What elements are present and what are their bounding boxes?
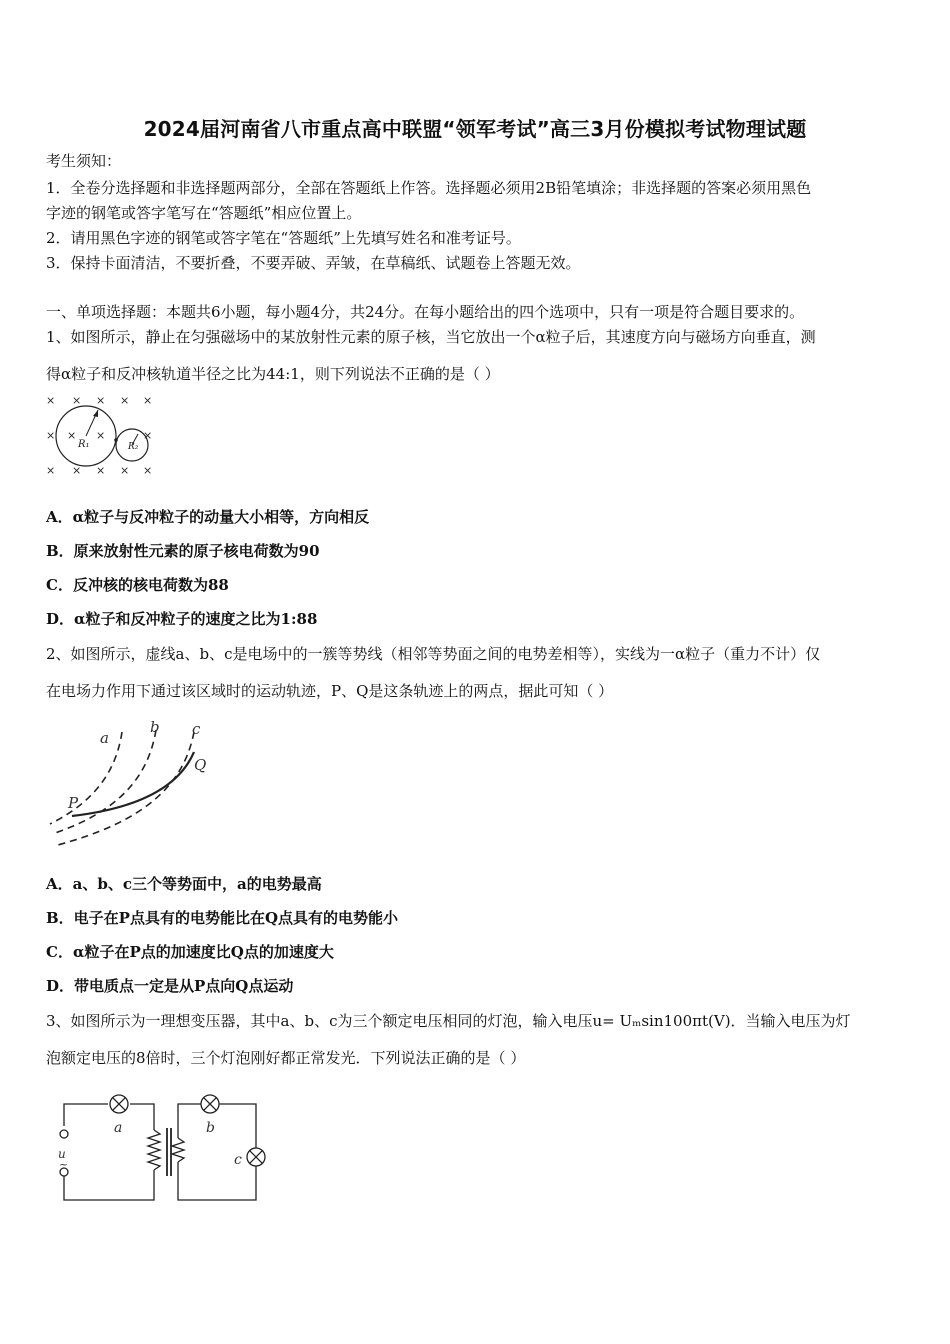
label-lamp-a: a xyxy=(114,1120,123,1136)
question-1-stem: 得α粒子和反冲核轨道半径之比为44:1，则下列说法不正确的是（ ） xyxy=(46,365,500,383)
equipotential-c xyxy=(54,732,194,846)
section-heading: 一、单项选择题：本题共6小题，每小题4分，共24分。在每小题给出的四个选项中，只有一项是符合题目要求的。 xyxy=(46,303,805,321)
q1-option-c[interactable]: C．反冲核的核电荷数为88 xyxy=(46,576,229,594)
field-mark: × xyxy=(46,464,56,477)
notice-item: 1．全卷分选择题和非选择题两部分，全部在答题纸上作答。选择题必须用2B铅笔填涂；非选择题的答案必须用黑色 xyxy=(46,179,812,197)
question-1-stem: 1、如图所示，静止在匀强磁场中的某放射性元素的原子核，当它放出一个α粒子后，其速度方向与磁场方向垂直，测 xyxy=(46,328,816,346)
q2-option-a[interactable]: A．a、b、c三个等势面中，a的电势最高 xyxy=(46,875,322,893)
q2-option-d[interactable]: D．带电质点一定是从P点向Q点运动 xyxy=(46,977,294,995)
field-mark: × xyxy=(72,394,82,407)
label-lamp-b: b xyxy=(206,1120,215,1136)
page-title: 2024届河南省八市重点高中联盟“领军考试”高三3月份模拟考试物理试题 xyxy=(143,117,807,141)
q2-option-b[interactable]: B．电子在P点具有的电势能比在Q点具有的电势能小 xyxy=(46,909,399,927)
secondary-coil xyxy=(172,1138,184,1162)
transformer-figure xyxy=(50,1088,270,1218)
question-2-stem: 在电场力作用下通过该区域时的运动轨迹，P、Q是这条轨迹上的两点，据此可知（ ） xyxy=(46,682,614,700)
particle-trajectory xyxy=(72,752,194,816)
notice-heading: 考生须知： xyxy=(46,152,122,170)
notice-item: 3．保持卡面清洁，不要折叠，不要弄破、弄皱，在草稿纸、试题卷上答题无效。 xyxy=(46,254,581,272)
question-2-stem: 2、如图所示，虚线a、b、c是电场中的一簇等势线（相邻等势面之间的电势差相等），实线为一α粒子（重力不计）仅 xyxy=(46,645,821,663)
magnetic-field-figure xyxy=(40,390,165,480)
label-ac-symbol: ~ xyxy=(59,1158,69,1171)
q1-option-a[interactable]: A．α粒子与反冲粒子的动量大小相等，方向相反 xyxy=(46,508,370,526)
label-a: a xyxy=(100,729,109,747)
field-mark: × xyxy=(96,394,106,407)
field-mark: × xyxy=(143,464,153,477)
field-mark: × xyxy=(72,464,82,477)
notice-item: 字迹的钢笔或答字笔写在“答题纸”相应位置上。 xyxy=(46,204,362,222)
equipotential-figure xyxy=(44,712,224,852)
label-b: b xyxy=(150,718,160,736)
field-mark: × xyxy=(143,394,153,407)
field-mark: × xyxy=(67,429,77,442)
primary-wire xyxy=(64,1104,108,1126)
r1-label: R₁ xyxy=(78,439,90,450)
field-mark: × xyxy=(120,394,130,407)
q2-option-c[interactable]: C．α粒子在P点的加速度比Q点的加速度大 xyxy=(46,943,334,961)
field-mark: × xyxy=(143,429,153,442)
field-mark: × xyxy=(120,464,130,477)
field-mark: × xyxy=(46,429,56,442)
notice-item: 2．请用黑色字迹的钢笔或答字笔在“答题纸”上先填写姓名和准考证号。 xyxy=(46,229,521,247)
primary-coil xyxy=(148,1130,160,1170)
question-3-stem: 泡额定电压的8倍时，三个灯泡刚好都正常发光．下列说法正确的是（ ） xyxy=(46,1049,526,1067)
input-terminal xyxy=(60,1130,68,1138)
label-p: P xyxy=(68,794,79,812)
label-input-u: u xyxy=(58,1147,66,1161)
label-q: Q xyxy=(194,756,207,774)
field-mark: × xyxy=(96,429,106,442)
field-mark: × xyxy=(96,464,106,477)
field-mark: × xyxy=(46,394,56,407)
label-c: c xyxy=(192,720,201,738)
q1-option-d[interactable]: D．α粒子和反冲粒子的速度之比为1:88 xyxy=(46,610,318,628)
q1-option-b[interactable]: B．原来放射性元素的原子核电荷数为90 xyxy=(46,542,320,560)
question-3-stem: 3、如图所示为一理想变压器，其中a、b、c为三个额定电压相同的灯泡，输入电压u= Uₘsin100πt(V)．当输入电压为灯 xyxy=(46,1012,851,1030)
r2-label: R₂ xyxy=(128,442,139,452)
label-lamp-c: c xyxy=(234,1152,242,1168)
